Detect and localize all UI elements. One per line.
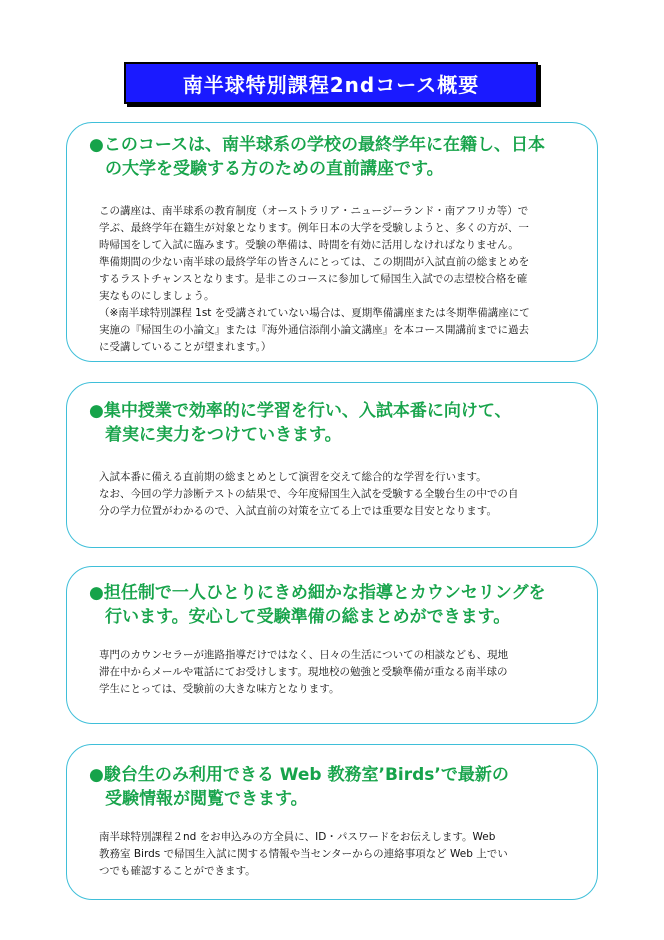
section-card-2 bbox=[66, 382, 598, 548]
body-line: 専門のカウンセラーが進路指導だけではなく、日々の生活についての相談なども、現地 bbox=[99, 649, 509, 661]
body-line: 教務室 Birds で帰国生入試に関する情報や当センターからの連絡事項など Web 上でい bbox=[99, 848, 508, 860]
section-headline bbox=[89, 133, 583, 181]
section-card-4 bbox=[66, 744, 598, 900]
body-line: するラストチャンスとなります。是非このコースに参加して帰国生入試での志望校合格を確 bbox=[99, 273, 528, 285]
body-line: 準備期間の少ない南半球の最終学年の皆さんにとっては、この期間が入試直前の総まとめを bbox=[99, 256, 530, 268]
section-headline bbox=[89, 581, 583, 629]
headline-line: ●このコースは、南半球系の学校の最終学年に在籍し、日本 bbox=[89, 135, 545, 155]
section-body bbox=[99, 829, 583, 880]
body-line: 実施の『帰国生の小論文』または『海外通信添削小論文講座』を本コース開講前までに過去 bbox=[99, 324, 529, 336]
body-line: （※南半球特別課程 1st を受講されていない場合は、夏期準備講座または冬期準備講座にて bbox=[99, 307, 530, 319]
section-headline bbox=[89, 399, 583, 447]
body-line: 入試本番に備える直前期の総まとめとして演習を交えて総合的な学習を行います。 bbox=[99, 471, 487, 483]
body-line: 分の学力位置がわかるので、入試直前の対策を立てる上では重要な目安となります。 bbox=[99, 505, 497, 517]
body-line: この講座は、南半球系の教育制度（オーストラリア・ニュージーランド・南アフリカ等）で bbox=[99, 205, 529, 217]
headline-line: ●集中授業で効率的に学習を行い、入試本番に向けて、 bbox=[89, 401, 512, 421]
section-body bbox=[99, 203, 583, 356]
headline-line: の大学を受験する方のための直前講座です。 bbox=[105, 159, 444, 179]
section-headline bbox=[89, 763, 583, 811]
headline-line: ●駿台生のみ利用できる Web 教務室’Birds’で最新の bbox=[89, 765, 509, 785]
body-line: なお、今回の学力診断テストの結果で、今年度帰国生入試を受験する全駿台生の中での自 bbox=[99, 488, 519, 500]
section-card-1 bbox=[66, 122, 598, 362]
headline-line: 行います。安心して受験準備の総まとめができます。 bbox=[105, 607, 511, 627]
body-line: 南半球特別課程２nd をお申込みの方全員に、ID・パスワードをお伝えします。Web bbox=[99, 831, 496, 843]
headline-line: ●担任制で一人ひとりにきめ細かな指導とカウンセリングを bbox=[89, 583, 546, 603]
body-line: つでも確認することができます。 bbox=[99, 865, 256, 877]
body-line: 学生にとっては、受験前の大きな味方となります。 bbox=[99, 683, 340, 695]
section-body bbox=[99, 647, 583, 698]
section-body bbox=[99, 469, 583, 520]
body-line: に受講していることが望まれます。） bbox=[99, 341, 272, 353]
headline-line: 着実に実力をつけていきます。 bbox=[105, 425, 342, 445]
body-line: 時帰国をして入試に臨みます。受験の準備は、時間を有効に活用しなければなりません。 bbox=[99, 239, 519, 251]
page-title: 南半球特別課程2ndコース概要 bbox=[182, 72, 480, 97]
title-banner bbox=[124, 62, 538, 104]
body-line: 実なものにしましょう。 bbox=[99, 290, 215, 302]
section-card-3 bbox=[66, 566, 598, 724]
headline-line: 受験情報が閲覧できます。 bbox=[105, 789, 308, 809]
body-line: 学ぶ、最終学年在籍生が対象となります。例年日本の大学を受験しようと、多くの方が、一 bbox=[99, 222, 529, 234]
body-line: 滞在中からメールや電話にてお受けします。現地校の勉強と受験準備が重なる南半球の bbox=[99, 666, 508, 678]
